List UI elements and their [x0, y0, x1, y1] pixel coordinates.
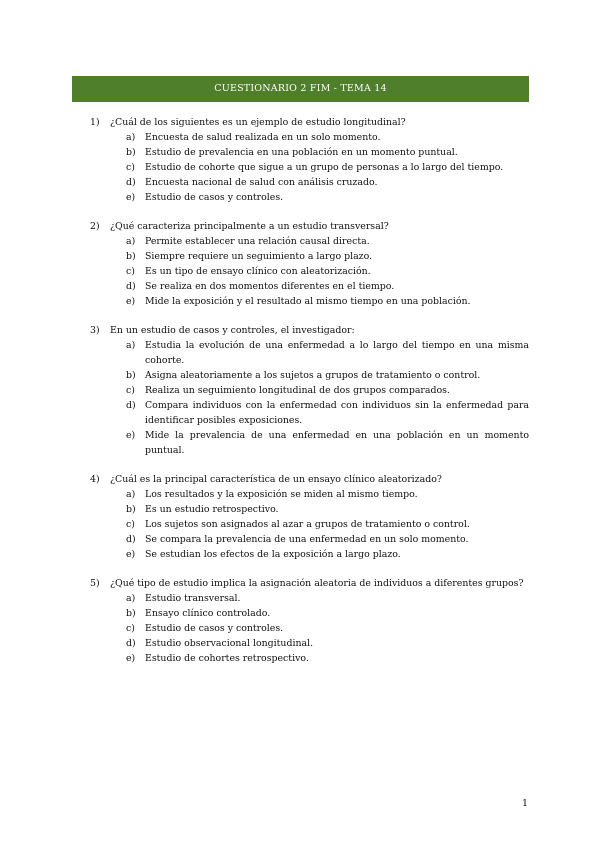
option-item [0, 651, 600, 666]
option-letter: d) [126, 400, 136, 411]
question-number: 3) [90, 325, 100, 336]
option-text: Los resultados y la exposición se miden al mismo tiempo. [145, 489, 418, 500]
question-list [0, 115, 600, 680]
option-letter: c) [126, 266, 135, 277]
question-line [0, 219, 600, 234]
option-text: Asigna aleatoriamente a los sujetos a grupos de tratamiento o control. [145, 370, 481, 381]
question-3 [0, 323, 600, 458]
option-letter: b) [126, 608, 136, 619]
option-letter: b) [126, 504, 136, 515]
option-letter: a) [126, 132, 136, 143]
option-text: Permite establecer una relación causal directa. [145, 236, 370, 247]
option-letter: e) [126, 296, 136, 307]
option-letter: d) [126, 638, 136, 649]
option-letter: e) [126, 192, 136, 203]
option-letter: b) [126, 147, 136, 158]
option-item [0, 175, 600, 190]
option-item [0, 606, 600, 621]
option-text: Estudio de prevalencia en una población en un momento puntual. [145, 147, 458, 158]
option-text: Los sujetos son asignados al azar a grupos de tratamiento o control. [145, 519, 470, 530]
option-text: Realiza un seguimiento longitudinal de dos grupos comparados. [145, 385, 450, 396]
option-list [0, 591, 600, 666]
option-list [0, 487, 600, 562]
option-item [0, 532, 600, 547]
page-title: CUESTIONARIO 2 FIM - TEMA 14 [214, 83, 387, 94]
question-line [0, 323, 600, 338]
question-line [0, 576, 600, 591]
option-letter: d) [126, 281, 136, 292]
option-item [0, 249, 600, 264]
option-text: Se realiza en dos momentos diferentes en el tiempo. [145, 281, 395, 292]
option-text: Se compara la prevalencia de una enfermedad en un solo momento. [145, 534, 469, 545]
option-item [0, 502, 600, 517]
option-letter: e) [126, 430, 136, 441]
question-text: ¿Qué tipo de estudio implica la asignación aleatoria de individuos a diferentes grupos? [110, 578, 524, 589]
option-item [0, 517, 600, 532]
option-item [0, 621, 600, 636]
option-text: Se estudian los efectos de la exposición a largo plazo. [145, 549, 401, 560]
question-text: ¿Cuál de los siguientes es un ejemplo de estudio longitudinal? [110, 117, 406, 128]
option-text: Estudio de cohortes retrospectivo. [145, 653, 309, 664]
question-1 [0, 115, 600, 205]
question-line [0, 115, 600, 130]
option-item [0, 591, 600, 606]
option-item [0, 368, 600, 383]
option-item [0, 398, 600, 428]
option-text: Mide la prevalencia de una enfermedad en una población en un momento puntual. [145, 430, 529, 456]
option-letter: d) [126, 534, 136, 545]
option-item [0, 264, 600, 279]
option-text: Estudio de casos y controles. [145, 192, 284, 203]
option-item [0, 487, 600, 502]
option-letter: b) [126, 251, 136, 262]
option-letter: c) [126, 519, 135, 530]
option-item [0, 190, 600, 205]
option-text: Compara individuos con la enfermedad con individuos sin la enfermedad para identificar posibles exposiciones. [145, 400, 529, 426]
question-4 [0, 472, 600, 562]
question-number: 2) [90, 221, 100, 232]
option-item [0, 234, 600, 249]
option-text: Es un estudio retrospectivo. [145, 504, 279, 515]
option-letter: b) [126, 370, 136, 381]
option-item [0, 279, 600, 294]
option-text: Es un tipo de ensayo clínico con aleatorización. [145, 266, 371, 277]
option-letter: a) [126, 593, 136, 604]
question-text: En un estudio de casos y controles, el investigador: [110, 325, 355, 336]
page-number: 1 [521, 798, 528, 809]
option-letter: c) [126, 623, 135, 634]
option-list [0, 130, 600, 205]
question-text: ¿Cuál es la principal característica de un ensayo clínico aleatorizado? [110, 474, 442, 485]
option-text: Estudio de cohorte que sigue a un grupo de personas a lo largo del tiempo. [145, 162, 504, 173]
option-item [0, 636, 600, 651]
option-letter: a) [126, 236, 136, 247]
option-item [0, 338, 600, 368]
option-text: Estudio transversal. [145, 593, 241, 604]
question-number: 5) [90, 578, 100, 589]
option-item [0, 145, 600, 160]
question-line [0, 472, 600, 487]
option-letter: a) [126, 489, 136, 500]
question-number: 4) [90, 474, 100, 485]
header-bar [72, 76, 529, 102]
option-item [0, 428, 600, 458]
option-text: Estudio de casos y controles. [145, 623, 284, 634]
option-item [0, 547, 600, 562]
option-letter: d) [126, 177, 136, 188]
option-text: Encuesta nacional de salud con análisis cruzado. [145, 177, 378, 188]
option-text: Siempre requiere un seguimiento a largo plazo. [145, 251, 373, 262]
option-text: Encuesta de salud realizada en un solo momento. [145, 132, 381, 143]
option-item [0, 130, 600, 145]
option-letter: a) [126, 340, 136, 351]
option-list [0, 338, 600, 458]
option-text: Estudio observacional longitudinal. [145, 638, 314, 649]
option-letter: e) [126, 653, 136, 664]
option-item [0, 383, 600, 398]
option-text: Estudia la evolución de una enfermedad a lo largo del tiempo en una misma cohorte. [145, 340, 529, 366]
option-list [0, 234, 600, 309]
question-text: ¿Qué caracteriza principalmente a un estudio transversal? [110, 221, 389, 232]
option-item [0, 294, 600, 309]
question-2 [0, 219, 600, 309]
option-letter: c) [126, 385, 135, 396]
question-number: 1) [90, 117, 100, 128]
option-letter: e) [126, 549, 136, 560]
option-text: Ensayo clínico controlado. [145, 608, 271, 619]
option-text: Mide la exposición y el resultado al mismo tiempo en una población. [145, 296, 471, 307]
option-item [0, 160, 600, 175]
option-letter: c) [126, 162, 135, 173]
question-5 [0, 576, 600, 666]
